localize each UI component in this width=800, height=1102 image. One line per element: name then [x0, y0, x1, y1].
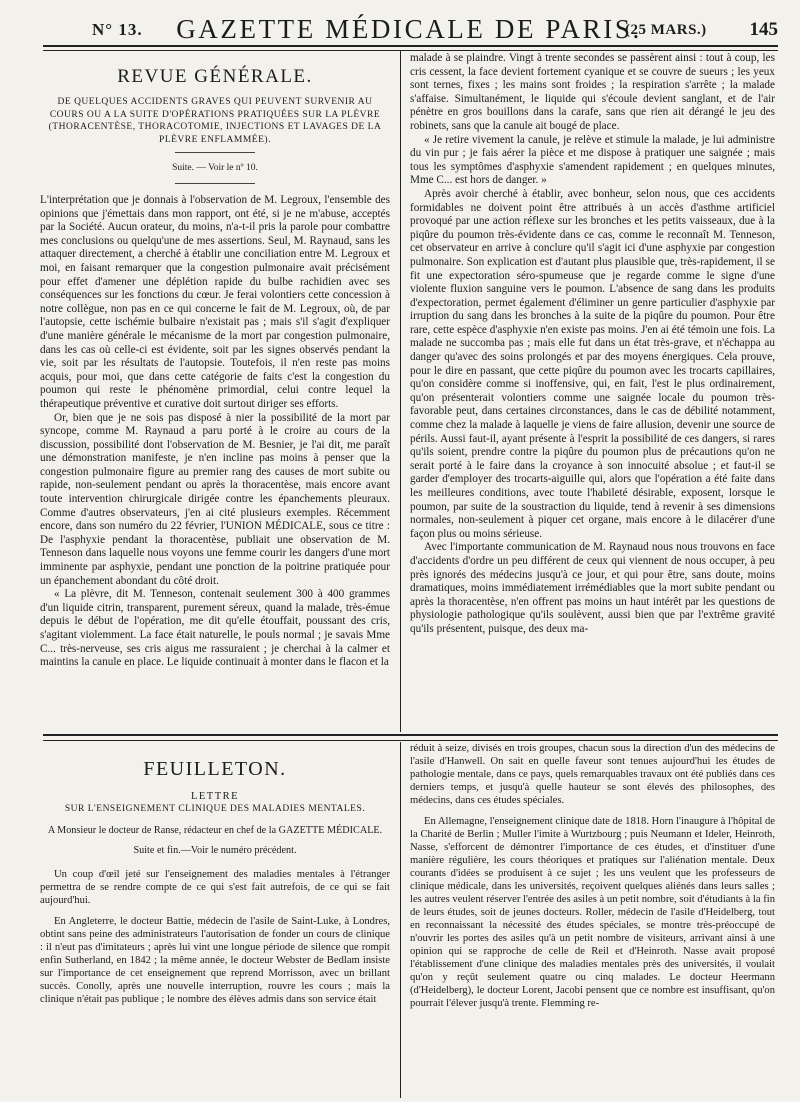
- paragraph: malade à se plaindre. Vingt à trente secondes se passèrent ainsi : tout à coup, les cris cessent, la face devient fortement cyanique et se couvre de sueurs ; les yeux sont ternes, fixes ; les mains sont froides ; la respiration s'arrête ; la malade s'affaise. Simultanément, le liquide qui s'écoule devient sanglant, et de l'air pénètre en gros bouillons dans la carafe, sans que rien ait dérangé le jeu des robinets, sans que la canule ait bougé de place.: [410, 52, 775, 132]
- paragraph: « Je retire vivement la canule, je relève et stimule la malade, je lui administre du vin pur ; je fais aérer la pièce et me dispose à pratiquer une saignée ; mais tous les symptômes d'asphyxie s'amendent rapidement ; en quelques minutes, Mme C... est hors de danger. »: [410, 133, 775, 187]
- lettre-address: A Monsieur le docteur de Ranse, rédacteur en chef de la GAZETTE MÉDICALE.: [47, 825, 383, 836]
- paragraph: Avec l'importante communication de M. Raynaud nous nous trouvons en face d'accidents d'ordre un peu différent de ceux qui viennent de nous occuper, à peu près ignorés des médecins jusqu'à ce jour, et qui pour être, sans doute, moins dramatiques, moins immédiatement irrémédiables que la mort subite pendant ou après la thoracentèse, n'en offrent pas moins un haut intérêt par les questions de physiologie pathologique qu'ils soulèvent, aussi bien que par l'extrême gravité qu'ils présentent, puisque, des deux ma-: [410, 541, 775, 635]
- revue-left-column: [40, 52, 390, 730]
- paragraph: « La plèvre, dit M. Tenneson, contenait seulement 300 à 400 grammes d'un liquide citrin, transparent, purement séreux, quand la malade, très-émue depuis le début de l'opération, me dit qu'elle étouffait, poussant des cris, s'agitant violemment. La face était naturelle, le pouls normal ; je savais Mme C... très-nerveuse, ses cris aigus me rassuraient ; je cherchai à la calmer et maintins la canule en place. Le liquide continuait à monter dans le flacon et la: [40, 588, 390, 669]
- issue-number: N° 13.: [92, 20, 143, 39]
- newspaper-title: GAZETTE MÉDICALE DE PARIS.: [176, 14, 642, 44]
- feuilleton-left-column: [40, 742, 390, 1098]
- paragraph: Après avoir cherché à établir, avec bonheur, selon nous, que ces accidents formidables ne doivent point être attribués à un accès d'asthme artificiel provoqué par une action réflexe sur les bronches et les petits vaisseaux, due à la piqûre du poumon très-évidente dans ce cas, comme le reconnaît M. Tenneson, cet observateur en arrive à conclure qu'il s'agit ici d'une asphyxie par congestion pulmonaire. Son explication est d'autant plus plausible que, très-rapidement, il se fit une expectoration séro-spumeuse que je regarde comme le signe d'une violente fluxion sanguine vers le poumon. L'absence de sang dans les produits d'expectoration, permet également d'éliminer un genre particulier d'asphyxie par irruption du sang dans les bronches à la suite de la piqûre du poumon. Pour être rare, cette espèce d'asphyxie n'en existe pas moins. J'en ai été témoin une fois. La malade ne succomba pas ; mais elle fut dans un état très-grave, et n'échappa au danger qu'avec des soins prolongés et par des moyens énergiques. Cela prouve, pour le dire en passant, que cette piqûre du poumon avec les trocarts capillaires, qu'on considère comme si inoffensive, qui, en fait, l'est le plus ordinairement, qu'on présenterait volontiers comme une saignée locale du poumon très-favorable peut, dans certaines circonstances, dans le cas de débilité notamment, comme chez la malade à laquelle je viens de faire allusion, devenir une source de périls. Aussi faut-il, ayant présente à l'esprit la possibilité de ces dangers, si rares qu'ils soient, prendre contre la piqûre du poumon plus de précautions qu'on ne serait porté à le faire dans la croyance à son innocuité absolue ; et faut-il se garder d'employer des trocarts-aiguille qui, alors que l'opération a été faite dans les meilleures conditions, avec toute l'habileté désirable, exposent, lorsque le poumon, par suite de la soustraction du liquide, tend à revenir à ses dimensions normales, non-seulement à piquer cet organe, mais encore à le dilacérer d'une façon plus ou moins sérieuse.: [410, 187, 775, 540]
- revue-right-column: [410, 52, 775, 730]
- paragraph: réduit à seize, divisés en trois groupes, chacun sous la direction d'un des médecins de l'asile d'Hanwell. On sait en quelle faveur sont tenues aujourd'hui les études de pathologie mentale, dans ce pays, quels remarquables travaux ont été publiés dans ces derniers temps, et jusqu'à quelle hauteur se sont élevés des philosophes, des médecins, dans ces études spéciales.: [410, 743, 775, 806]
- paragraph: Un coup d'œil jeté sur l'enseignement des maladies mentales à l'étranger permettra de se rendre compte de ce qui s'est fait autrefois, de ce qui se fait aujourd'hui.: [40, 869, 390, 906]
- feuilleton-right-column: [410, 742, 775, 1098]
- feuilleton-heading: FEUILLETON.: [143, 758, 287, 780]
- revue-subtitle: DE QUELQUES ACCIDENTS GRAVES QUI PEUVENT SURVENIR AU COURS OU A LA SUITE D'OPÉRATIONS PRATIQUÉES SUR LA PLÈVRE (THORACENTÈSE, THORACOTOMIE, INJECTIONS ET LAVAGES DE LA PLÈVRE ENFLAMMÉE).: [48, 97, 382, 145]
- separator: [175, 152, 255, 153]
- column-divider: [400, 50, 401, 732]
- masthead: [40, 10, 778, 48]
- revue-heading: REVUE GÉNÉRALE.: [117, 66, 313, 87]
- feuilleton-divider: [43, 734, 778, 741]
- revue-suite: Suite. — Voir le nº 10.: [172, 163, 258, 173]
- lettre-heading: LETTRE: [190, 791, 240, 802]
- column-divider-bottom: [400, 742, 401, 1098]
- lettre-suite: Suite et fin.—Voir le numéro précédent.: [133, 845, 297, 856]
- page-number: 145: [749, 19, 778, 40]
- masthead-rule: [43, 45, 778, 51]
- paragraph: Or, bien que je ne sois pas disposé à nier la possibilité de la mort par syncope, comme M. Raynaud a paru porté à le croire au cours de la discussion, possibilité dont l'observation de M. Besnier, je l'ai dit, me paraît une démonstration manifeste, je n'en incline pas moins à penser que la congestion pulmonaire figure au premier rang des causes de mort subite ou rapide, non-seulement pendant ou après la thoracentèse, mais encore avant toute intervention chirurgicale dirigée contre les épanchements pleuraux. Comme d'autres observateurs, j'en ai cité plusieurs exemples. Récemment encore, dans son numéro du 22 février, l'UNION MÉDICALE, sous ce titre : De l'asphyxie pendant la thoracentèse, publiait une observation de M. Tenneson dans laquelle nous voyons une femme courir les dangers d'une mort imminente par asphyxie, pendant une ponction de la poitrine pratiquée pour un épanchement abondant du côté droit.: [40, 411, 390, 587]
- paragraph: En Allemagne, l'enseignement clinique date de 1818. Horn l'inaugure à l'hôpital de la Charité de Berlin ; Muller l'imite à Wurtzbourg ; puis Neumann et Ideler, Heinroth, Nasse, s'efforcent de démontrer l'importance de ces études, et d'instituer d'une manière régulière, les cours théoriques et pratiques sur l'aliénation mentale. Deux courants d'idées se produisent à ce sujet ; les uns veulent que les professeurs de clinique médicale, dans les universités, reçoivent quelques aliénés dans leurs salles ; les autres veulent réserver l'entrée des asiles à un petit nombre, soit d'étudiants à la fin de leurs études, soit de jeunes docteurs. Roller, médecin de l'asile d'Heidelberg, tout en reconnaissant la nécessité des études spéciales, se montre très-préoccupé de n'ouvrir les portes des asiles qu'à un petit nombre de visiteurs, arrivant ainsi à une opinion qui se rapproche de celle de Reil et d'Heinroth. Nasse avait proposé l'établissement d'une clinique des maladies mentales près des universités, il voulait qu'on y reçût seulement quatre ou cinq malades. Le docteur Heermann (d'Heidelberg), le docteur Lorent, Jacobi pensent que ce nombre est insuffisant, qu'on pourrait l'élever jusqu'à trente. Flemming re-: [410, 816, 775, 1009]
- issue-date: (25 MARS.): [625, 22, 707, 38]
- separator: [175, 183, 255, 184]
- paragraph: En Angleterre, le docteur Battie, médecin de l'asile de Saint-Luke, à Londres, obtint sans peine des administrateurs l'autorisation de fonder un cours de clinique : il n'eut pas d'imitateurs ; après lui vint une longue période de silence que rompit enfin Sutherland, en 1842 ; la même année, le docteur Webster de Bedlam insiste sur l'importance de cet enseignement que reprend Morrisson, avec un brillant succès. Conolly, après une nouvelle interruption, rouvre les cours ; mais la clinique n'était pas publique ; le nombre des élèves admis dans son service était: [40, 916, 390, 1005]
- lettre-subtitle: SUR L'ENSEIGNEMENT CLINIQUE DES MALADIES MENTALES.: [64, 804, 366, 814]
- paragraph: L'interprétation que je donnais à l'observation de M. Legroux, l'ensemble des opinions que j'émettais dans mon rapport, ont été, si je ne m'abuse, acceptés par la Société. Aucun orateur, du moins, n'a-t-il pris la parole pour combattre mes conclusions ou quelqu'une de mes assertions. Seul, M. Raynaud, sans les attaquer directement, a cherché à établir une conciliation entre M. Legroux et moi, en faisant remarquer que la congestion pulmonaire avait précisément pour effet d'amener une déplétion rapide du bulbe rachidien avec ses conséquences sur les fonctions du cœur. Je ferai volontiers cette concession à notre collègue, non pas en ce qui concerne le fait de M. Legroux, où, de par l'autopsie, cette ischémie bulbaire n'existait pas ; mais s'il s'agit d'expliquer d'une manière générale le mécanisme de la mort par congestion pulmonaire, dans les cas où celle-ci est évidente, soit par les signes observés pendant la vie, soit par les résultats de l'autopsie. Toutefois, il n'en reste pas moins acquis, pour moi, que dans cette catégorie de faits c'est la congestion du poumon qui reste le phénomène primordial, celui contre lequel la thérapeutique préventive et curative doit surtout diriger ses efforts.: [40, 194, 390, 410]
